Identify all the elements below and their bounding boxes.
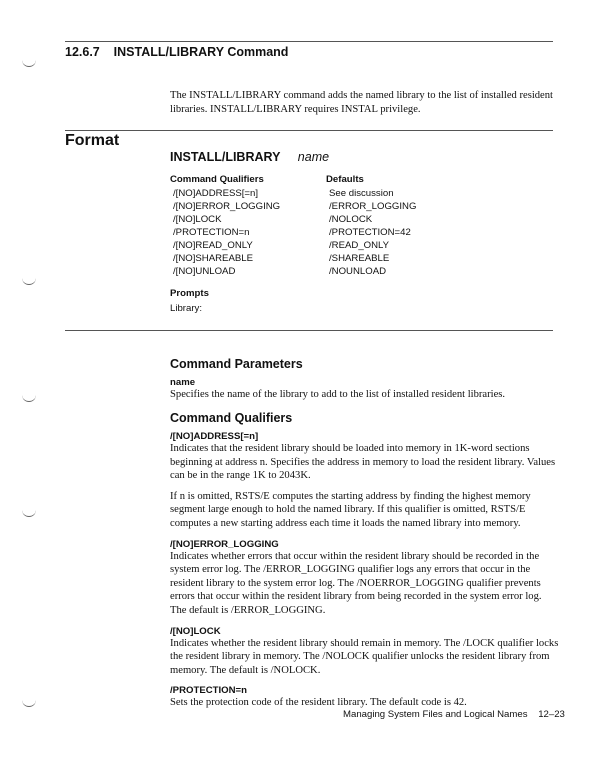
- qualifier-name: /PROTECTION=n: [170, 685, 248, 697]
- qualifier-row: [173, 213, 513, 226]
- section-number: 12.6.7: [65, 45, 100, 59]
- qualifier-table: [173, 187, 513, 278]
- qualifier-description: Indicates whether errors that occur within the resident library should be recorded in the system error log. The /ERROR_LOGGING qualifier logs any errors that occur in the resident library to the system error log. The /NOERROR_LOGGING qualifier prevents errors that occur within the resident library from being recorded in the system error log. The default is /ERROR_LOGGING.: [170, 550, 542, 616]
- qualifier-row: [173, 252, 513, 265]
- qualifier-entry: [170, 685, 560, 710]
- qualifier: /[NO]READ_ONLY: [173, 240, 253, 251]
- qualifier-name: /[NO]ERROR_LOGGING: [170, 538, 279, 550]
- qualifier-row: [173, 200, 513, 213]
- qualifier: /[NO]SHAREABLE: [173, 253, 253, 264]
- prompts-header: Prompts: [170, 288, 209, 299]
- divider: [65, 130, 553, 131]
- qualifier-default: /NOLOCK: [329, 214, 373, 225]
- qualifier: /[NO]LOCK: [173, 214, 222, 225]
- qualifier-default: /ERROR_LOGGING: [329, 201, 417, 212]
- qualifier: /[NO]ADDRESS[=n]: [173, 188, 259, 199]
- qualifier-row: [173, 187, 513, 200]
- command-param: name: [297, 150, 330, 164]
- qualifier: /PROTECTION=n: [173, 227, 250, 238]
- page-number: 12–23: [538, 709, 565, 720]
- param-description: Specifies the name of the library to add to the list of installed resident libraries.: [170, 389, 506, 400]
- qualifier-default: /READ_ONLY: [329, 240, 390, 251]
- qualifier-default: /PROTECTION=42: [329, 227, 411, 238]
- divider: [65, 41, 553, 42]
- format-syntax: [170, 150, 329, 164]
- qualifier-description: Indicates that the resident library should be loaded into memory in 1K-word sections beginning at address n. Specifies the address in memory to load the resident library. Values can be in the range 1K to 2043K.: [170, 443, 556, 482]
- qualifier-default: /SHAREABLE: [329, 253, 390, 264]
- divider: [65, 330, 553, 331]
- qualifier-name: /[NO]LOCK: [170, 625, 221, 637]
- qualifier: /[NO]ERROR_LOGGING: [173, 201, 281, 212]
- qualifier: /[NO]UNLOAD: [173, 266, 236, 277]
- defaults-header: Defaults: [326, 174, 364, 185]
- qualifier-default: /NOUNLOAD: [329, 266, 387, 277]
- footer-title: Managing System Files and Logical Names: [343, 709, 528, 720]
- qualifiers-heading: Command Qualifiers: [170, 411, 293, 425]
- section-heading: [65, 45, 288, 59]
- margin-mark: [22, 278, 36, 285]
- qualifier-row: [173, 239, 513, 252]
- qualifier-entry: [170, 626, 560, 678]
- intro-paragraph: The INSTALL/LIBRARY command adds the named library to the list of installed resident libraries. INSTALL/LIBRARY requires INSTAL privilege.: [170, 90, 553, 115]
- command-name: INSTALL/LIBRARY: [170, 150, 281, 164]
- qualifier-default: See discussion: [329, 188, 394, 199]
- qualifier-description: If n is omitted, RSTS/E computes the starting address by finding the highest memory segment large enough to hold the named library. If this qualifier is omitted, RSTS/E computes a new starting address each time it loads the named library into memory.: [170, 490, 531, 529]
- margin-mark: [22, 700, 36, 707]
- prompt-text: Library:: [170, 303, 202, 314]
- margin-mark: [22, 395, 36, 402]
- margin-mark: [22, 60, 36, 67]
- page-footer: [343, 709, 565, 720]
- qualifier-description: Sets the protection code of the resident library. The default code is 42.: [170, 697, 467, 709]
- qualifier-entry: [170, 539, 560, 618]
- format-heading: Format: [65, 132, 120, 149]
- qualifier-description: Indicates whether the resident library should remain in memory. The /LOCK qualifier locks the resident library in memory. The /NOLOCK qualifier unlocks the resident library from memory. The default is /NOLOCK.: [170, 637, 559, 676]
- section-title: INSTALL/LIBRARY Command: [113, 45, 289, 59]
- margin-mark: [22, 510, 36, 517]
- qualifiers-header: Command Qualifiers: [170, 174, 264, 185]
- qualifier-row: [173, 226, 513, 239]
- qualifier-name: /[NO]ADDRESS[=n]: [170, 431, 259, 442]
- param-name: name: [170, 377, 196, 388]
- qualifier-list: [170, 431, 560, 718]
- params-heading: Command Parameters: [170, 357, 303, 371]
- qualifier-entry: [170, 431, 560, 531]
- qualifier-row: [173, 265, 513, 278]
